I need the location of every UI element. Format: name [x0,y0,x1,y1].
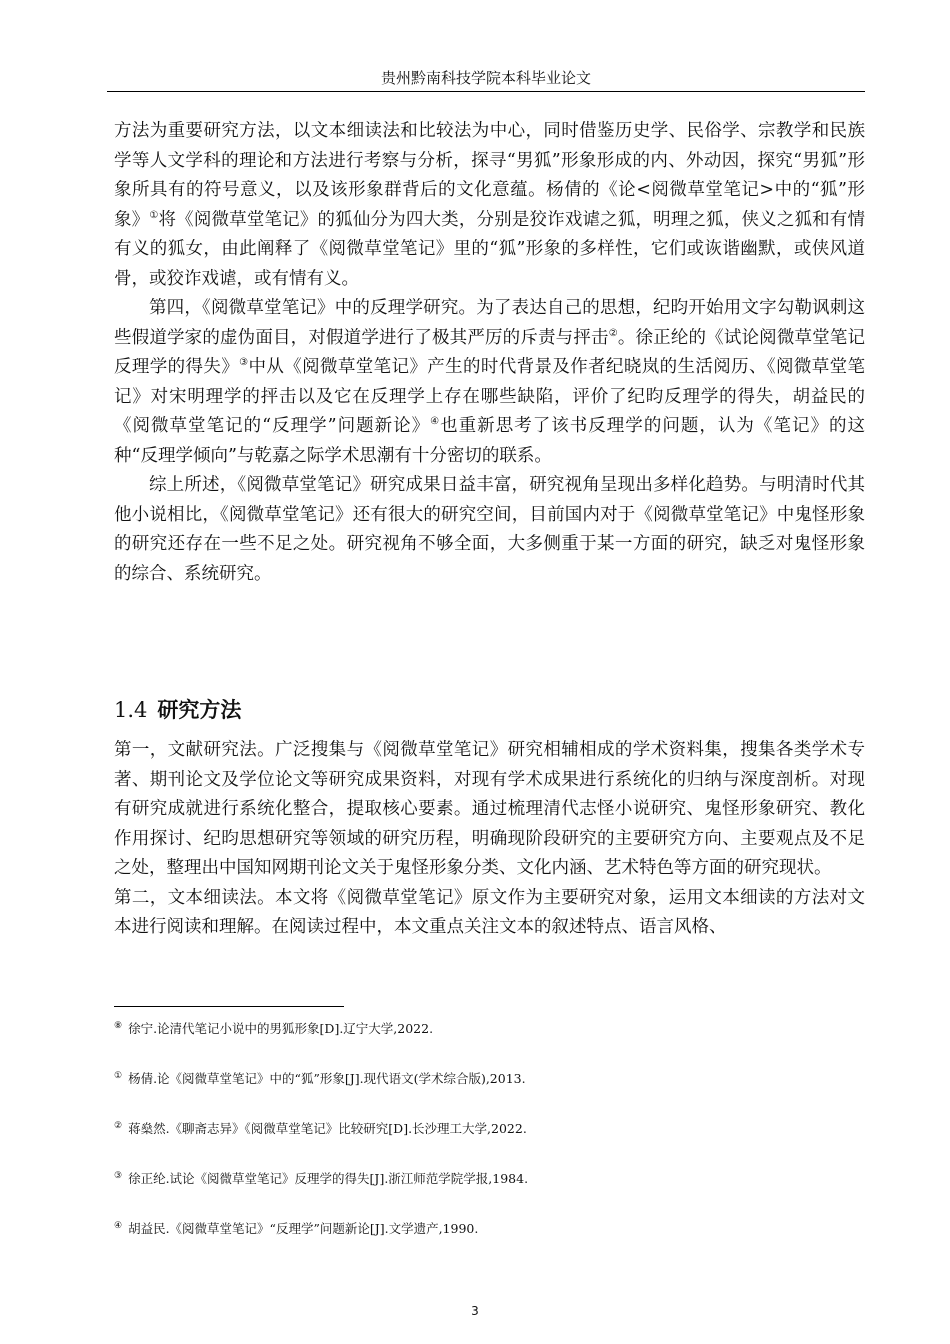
paragraph-text: 方法为重要研究方法，以文本细读法和比较法为中心，同时借鉴历史学、民俗学、宗教学和民族学等人文学科的理论和方法进行考察与分析，探寻“男狐”形象形成的内、外动因，探究“男狐”形象所具有的符号意义，以及该形象群背后的文化意蕴。杨倩的《论<阅微草堂笔记>中的“狐”形象》 [114,121,865,230]
body-text [114,117,865,589]
footnote-ref[interactable]: ④ [430,416,441,428]
paragraph-anti-neo-confucian [114,294,865,471]
paragraph-close-reading-method: 第二，文本细读法。本文将《阅微草堂笔记》原文作为主要研究对象，运用文本细读的方法对文本进行阅读和理解。在阅读过程中，本文重点关注文本的叙述特点、语言风格、 [114,887,865,937]
footnote-item [114,1116,865,1166]
footnote-rule [114,1006,344,1007]
footnote-mark: ④ [114,1221,123,1231]
footnote-text: 蒋燊然.《聊斋志异》《阅微草堂笔记》比较研究[D].长沙理工大学,2022. [128,1121,527,1137]
footnote-item [114,1216,865,1266]
paragraph-summary: 综上所述，《阅微草堂笔记》研究成果日益丰富，研究视角呈现出多样化趋势。与明清时代其他小说相比，《阅微草堂笔记》还有很大的研究空间，目前国内对于《阅微草堂笔记》中鬼怪形象的研究还存在一些不足之处。研究视角不够全面，大多侧重于某一方面的研究，缺乏对鬼怪形象的综合、系统研究。 [114,475,865,584]
footnote-item [114,1016,865,1066]
paragraph-text: 也重新思考了该书反理学的问题，认为《笔记》的这种“反理学倾向”与乾嘉之际学术思潮有十分密切的联系。 [114,416,865,466]
footnote-text: 杨倩.论《阅微草堂笔记》中的“狐”形象[J].现代语文(学术综合版),2013. [128,1071,526,1087]
paragraph-text: 第四，《阅微草堂笔记》中的反理学研究。为了表达自己的思想，纪昀开始用文字勾勒讽刺这些假道学家的虚伪面目，对假道学进行了极其严厉的斥责与抨击 [114,298,865,348]
footnote-mark: ⑧ [114,1021,123,1031]
section-heading [114,696,241,724]
paragraph-methods-intro [114,117,865,294]
page-number: 3 [471,1304,479,1318]
paragraph-text: 。徐正纶的《试论阅微草堂笔记反理学的得失》 [114,327,866,377]
section-number: 1.4 [114,698,148,722]
footnote-ref[interactable]: ③ [239,357,249,369]
header-rule [107,91,865,92]
footnote-item [114,1166,865,1216]
running-header: 贵州黔南科技学院本科毕业论文 [380,69,591,87]
footnote-text: 徐宁.论清代笔记小说中的男狐形象[D].辽宁大学,2022. [128,1021,434,1037]
footnote-mark: ① [114,1071,123,1081]
footnote-text: 徐正纶.试论《阅微草堂笔记》反理学的得失[J].浙江师范学院学报,1984. [128,1171,529,1187]
footnote-ref[interactable]: ① [149,209,159,221]
paragraph-text: 中从《阅微草堂笔记》产生的时代背景及作者纪晓岚的生活阅历、《阅微草堂笔记》对宋明理学的抨击以及它在反理学上存在哪些缺陷，评价了纪昀反理学的得失，胡益民的《阅微草堂笔记的“反理学”问题新论》 [114,357,866,436]
footnote-text: 胡益民.《阅微草堂笔记》“反理学”问题新论[J].文学遗产,1990. [128,1221,479,1237]
footnote-item [114,1066,865,1116]
paragraph-text: 将《阅微草堂笔记》的狐仙分为四大类，分别是狡诈戏谑之狐，明理之狐，侠义之狐和有情有义的狐女，由此阐释了《阅微草堂笔记》里的“狐”形象的多样性，它们或诙谐幽默，或侠风道骨，或狡诈戏谑，或有情有义。 [114,209,866,289]
methods-text [114,736,865,943]
footnote-ref[interactable]: ② [608,327,618,339]
footnote-mark: ③ [114,1171,123,1181]
section-title: 研究方法 [157,698,242,722]
paragraph-literature-method: 第一，文献研究法。广泛搜集与《阅微草堂笔记》研究相辅相成的学术资料集，搜集各类学术专著、期刊论文及学位论文等研究成果资料，对现有学术成果进行系统化的归纳与深度剖析。对现有研究成就进行系统化整合，提取核心要素。通过梳理清代志怪小说研究、鬼怪形象研究、教化作用探讨、纪昀思想研究等领域的研究历程，明确现阶段研究的主要研究方向、主要观点及不足之处，整理出中国知网期刊论文关于鬼怪形象分类、文化内涵、艺术特色等方面的研究现状。 [114,740,865,878]
footnote-mark: ② [114,1121,123,1131]
footnotes [114,1016,865,1266]
